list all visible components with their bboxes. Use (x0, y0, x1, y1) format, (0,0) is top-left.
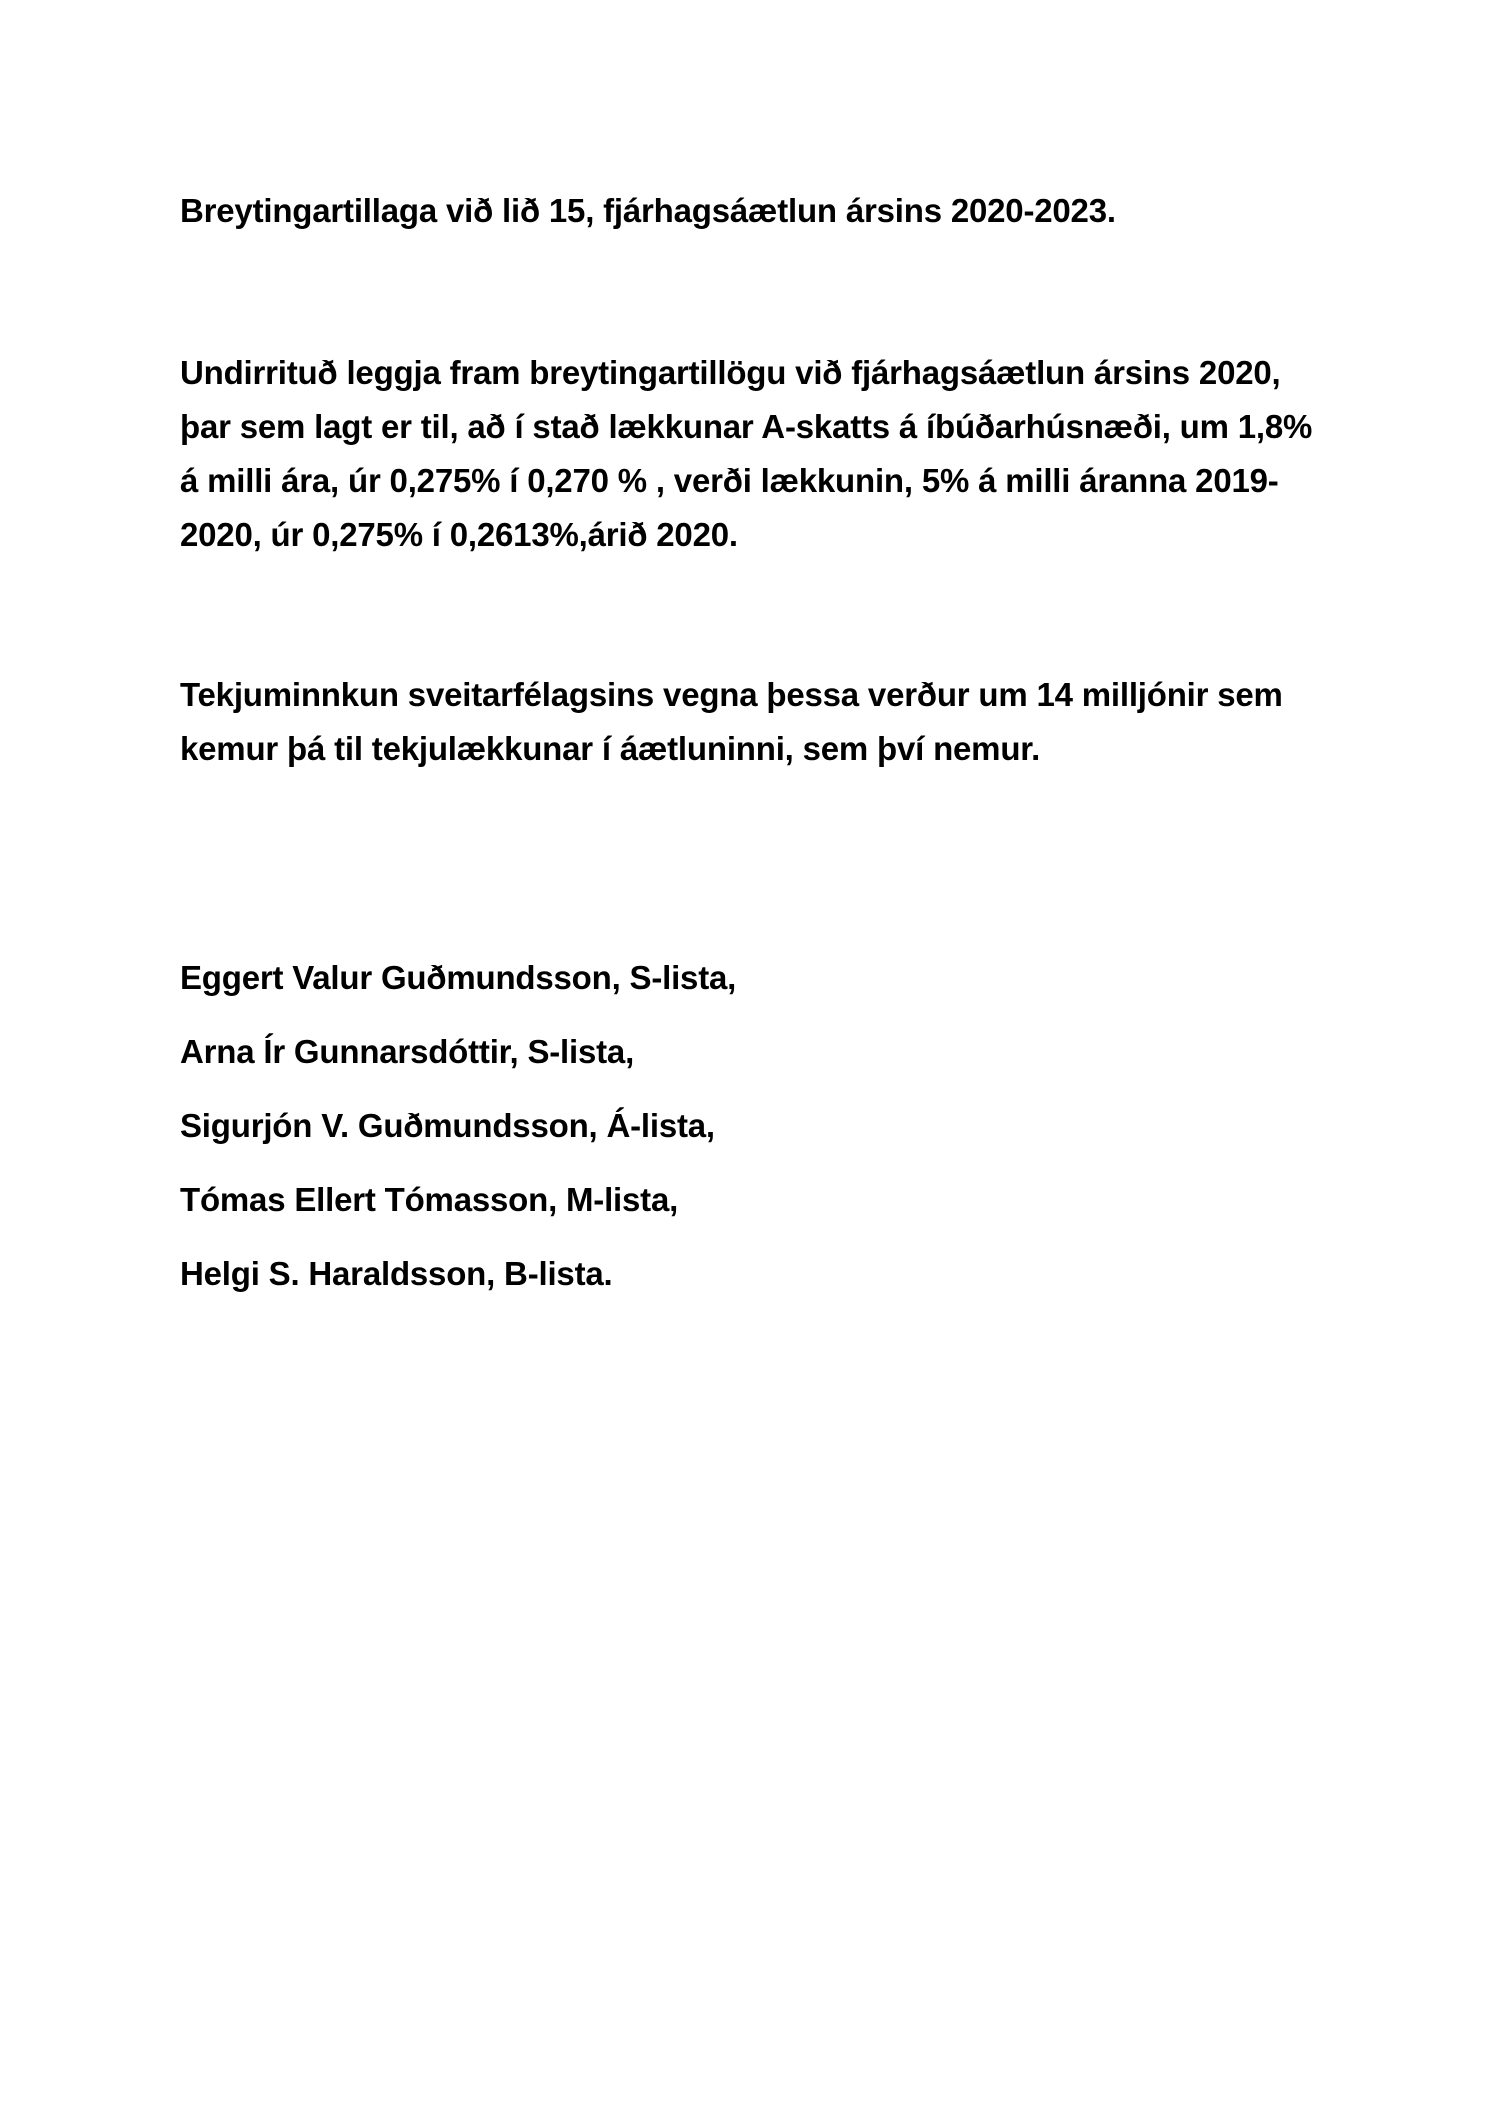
signatory: Tómas Ellert Tómasson, M-lista, (180, 1181, 679, 1218)
signatories-list (180, 958, 1330, 1294)
signatory: Arna Ír Gunnarsdóttir, S-lista, (180, 1033, 635, 1070)
paragraph-revenue-impact: Tekjuminnkun sveitarfélagsins vegna þessa verður um 14 milljónir sem kemur þá til tekjulækkunar í áætluninni, sem því nemur. (180, 676, 1283, 767)
signatory: Helgi S. Haraldsson, B-lista. (180, 1255, 613, 1292)
signatory: Eggert Valur Guðmundsson, S-lista, (180, 959, 737, 996)
paragraph-proposal: Undirrituð leggja fram breytingartillögu við fjárhagsáætlun ársins 2020, þar sem lagt er til, að í stað lækkunar A-skatts á íbúðarhúsnæði, um 1,8% á milli ára, úr 0,275% í 0,270 % , verði lækkunin, 5% á milli áranna 2019-2020, úr 0,275% í 0,2613%,árið 2020. (180, 354, 1313, 553)
signatory: Sigurjón V. Guðmundsson, Á-lista, (180, 1107, 715, 1144)
document-body (180, 184, 1330, 1328)
document-heading: Breytingartillaga við lið 15, fjárhagsáætlun ársins 2020-2023. (180, 192, 1116, 229)
